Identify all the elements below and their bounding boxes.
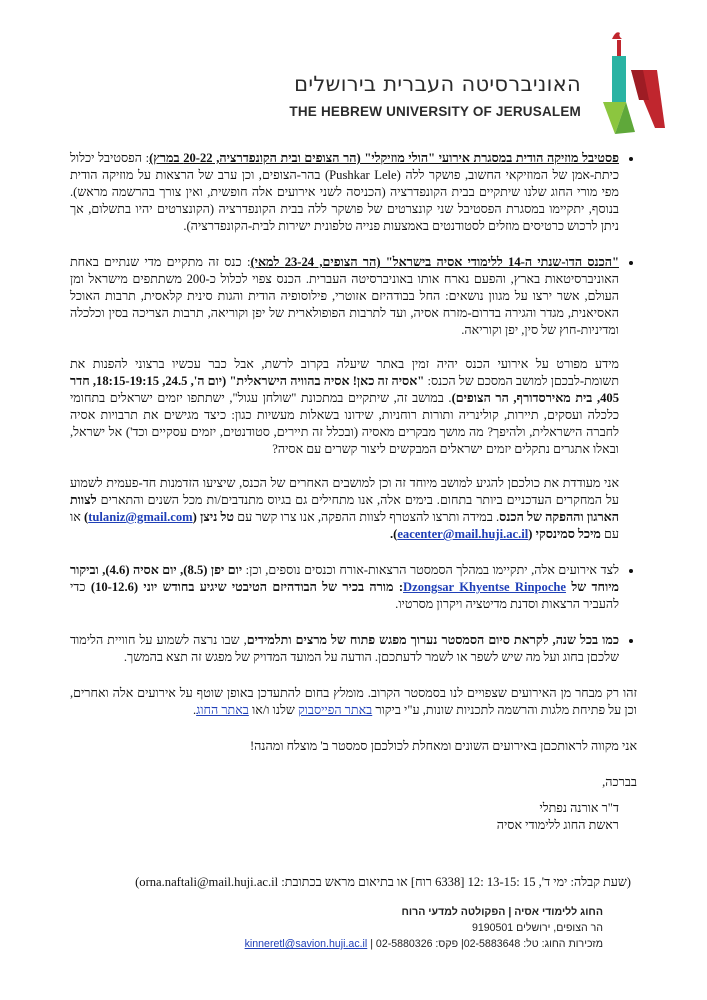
footer-phones: מזכירות החוג: טל: 02-5883648| פקס: 02-5880326 | — [370, 938, 603, 950]
music-festival-title: פסטיבל מוזיקה הודית במסגרת אירועי "הולי מוזיקלי" (הר הצופים ובית הקונפדרציה, 20-22 במרץ) — [149, 151, 620, 165]
conference-paragraph-1 — [70, 254, 619, 339]
signature-block — [497, 800, 619, 834]
contact-name-michal: מיכל סמינסקי — [535, 527, 601, 541]
rinpoche-link[interactable]: Dzongsar Khyentse Rinpoche — [403, 580, 567, 594]
greeting: בברכה, — [602, 775, 637, 789]
hebrew-university-emblem-icon — [595, 30, 667, 138]
contact-or: או עם — [70, 510, 619, 541]
wish-paragraph: אני מקווה לראותכםן באירועים השונים ומאחלת לכולכםן סמסטר ב' מוצלח ומהנה! — [249, 739, 637, 753]
stay-updated-paragraph — [70, 685, 637, 719]
event-list — [70, 150, 637, 666]
conference-text: : כנס זה מתקיים מדי שנתיים באחת האוניברסיטאות בארץ, והפעם נארח אותו באוניברסיטה העברית. הכנס צפוי לכלול כ-200 משתתפים מישראל ומן העולם, אשר ירצו על מגוון נושאים: החל בבודהיזם אזוטרי, פילוסופיה הודית והגות סינית קלאסית, תרבות האוכל האסיאנית, מגדר והגירה בדרום-מזרח אסיה, ועד לתרבות הפופולארית של יפן וקוריאה, תרבות הצריכה בסין וכלכלה ומדיניות-חוץ של סין, יפן וקוריאה. — [70, 255, 619, 337]
signature-role: ראשת החוג ללימודי אסיה — [496, 818, 619, 832]
signature-name: ד"ר אורנה נפתלי — [539, 801, 619, 815]
office-hours: (שעת קבלה: ימי ד', 15 :13-15 :12 [6338 רוח] או בתיאום מראש בכתובת: orna.naftali@mail.huji.ac.il) — [135, 875, 631, 889]
conference-title: "הכנס הדו-שנתי ה-14 ללימודי אסיה בישראל" (הר הצופים, 23-24 למאי) — [250, 255, 619, 269]
tulaniz-email-link[interactable]: tulaniz@gmail.com — [88, 510, 193, 524]
footer-address: הר הצופים, ירושלים 9190501 — [471, 922, 603, 934]
conference-session-intro: מידע מפורט על אירועי הכנס יהיה זמין באתר שיעלה בקרוב לרשת, אבל כבר עכשיו ברצוני להפנות את תשומת-לבכםן למושב המסכם של הכנס: — [70, 357, 620, 388]
eacenter-email-link[interactable]: eacenter@mail.huji.ac.il — [397, 527, 529, 541]
conference-paragraph-3: אני מעודדת את כולכםן להגיע למושב מיוחד זה וכן למושבים האחרים של הכנס, שיציעו הזדמנות חד-פעמית לשמוע על המחקרים העדכניים ביותר בתחום. בימים אלה, אנו מתחילים גם בגיוס מתנדבים/ות מכל השנים והתארים לצוות הארגון וההפקה של הכנס. במידה ותרצו להצטרף לצוות ההפקה, אנו צרו קשר עם טל ניצן (tulaniz@gmail.com) או עם מיכל סמינסקי (eacenter@mail.huji.ac.il). — [70, 476, 619, 541]
rinpoche-visit-text: כדי להעביר הרצאות וסדנת מדיטציה ויקרון מסרטיו. — [70, 580, 619, 611]
japan-asia-days: יום יפן (8.5), יום אסיה (4.6), וביקור מיוחד של — [70, 563, 619, 594]
production-team-label: לצוות הארגון וההפקה של הכנס — [70, 493, 619, 524]
list-item-music-festival — [70, 150, 619, 235]
university-name-hebrew: האוניברסיטה העברית בירושלים — [294, 72, 581, 96]
closing-session-title: "אסיה זה כאן! אסיה בהוויה הישראלית" (יום ה', 24.5, 18:15-19:15, חדר 405, בית מאירסדורף, הר הצופים) — [70, 374, 619, 405]
contact-close: ). — [389, 527, 398, 541]
footer-contact — [245, 936, 603, 952]
list-item-asia-conference — [70, 254, 619, 543]
letter-body — [70, 150, 637, 810]
additional-events-paragraph — [70, 562, 619, 613]
contact-name-tal: טל ניצן — [200, 510, 235, 524]
stay-updated-end: . — [192, 703, 197, 717]
music-festival-paragraph — [70, 150, 619, 235]
university-logo — [289, 30, 667, 140]
list-item-additional-events — [70, 562, 619, 613]
open-meeting-text: , שבו נרצה לשמוע על חוויית הלימוד שלכםן בחוג ועל מה שיש לשפר או לשמר לדעתכםן. הודעה על המועד המדויק של מפגש זה תצא בהמשך. — [70, 633, 619, 664]
stay-updated-text: זהו רק מבחר מן האירועים שצפויים לנו בסמסטר הקרוב. מומלץ בחום להתעדכן באופן שוטף על אירועים אלה ואחרים, וכן על פתיחת מלגות והרשמה לתכניות שונות, ע"י ביקור — [70, 686, 637, 717]
footer-email-link[interactable]: kinneretl@savion.huji.ac.il — [244, 938, 368, 950]
open-meeting-paragraph — [70, 632, 619, 666]
university-name-english: THE HEBREW UNIVERSITY OF JERUSALEM — [289, 104, 581, 119]
contact-intro: . במידה ותרצו להצטרף לצוות ההפקה, אנו צרו קשר עם — [234, 510, 500, 524]
open-meeting-title: כמו בכל שנה, לקראת סיום הסמסטר נערוך מפגש פתוח של מרצים ותלמידים — [246, 633, 619, 647]
conference-paragraph-2 — [70, 356, 619, 458]
stay-updated-and-or: שלנו ו/או — [248, 703, 298, 717]
footer — [245, 904, 603, 952]
facebook-link[interactable]: באתר הפייסבוק — [297, 703, 373, 717]
volunteers-intro: אני מעודדת את כולכםן להגיע למושב מיוחד זה וכן למושבים האחרים של הכנס, שיציעו הזדמנות חד-פעמית לשמוע על המחקרים העדכניים ביותר בתחום. בימים אלה, אנו מתחילים גם בגיוס מתנדבים/ות מכל השנים והתארים — [70, 476, 619, 507]
rinpoche-description: : מורה בכיר של הבודהיזם הטיבטי שיגיע בחודש יוני (10-12.6) — [90, 580, 404, 594]
list-item-open-meeting — [70, 632, 619, 666]
music-festival-text: : הפסטיבל יכלול כיתת-אמן של המוזיקאי החשוב, פושקר ללה (Pushkar Lele) בהר-הצופים, וכן ערב של הרצאות על מוזיקה הודית מפי מורי החוג שלנו שיתקיים בבית הקונפדרציה (הכניסה לשני אירועים אלה חופשית, ואין צורך בהרשמה מראש). בנוסף, יתקיימו במסגרת הפסטיבל שני קונצרטים של פושקר ללה בבית הקונפדרציה (הקונצרטים יהיו בתשלום, אך ניתן לרכוש כרטיסים מוזלים לסטודנטים באמצעות פנייה טלפונית ישירות לבית-הקונפדרציה). — [70, 151, 619, 233]
additional-events-intro: לצד אירועים אלה, יתקיימו במהלך הסמסטר הרצאות-אורח וכנסים נוספים, וכן: — [242, 563, 619, 577]
closing-session-text: . במושב זה, שיתקיים במתכונת "שולחן עגול", ישתתפו יזמים ישראלים בתחומי כלכלה ועסקים, תיירות, קולינריה ותורות רוחניות, שידונו בשאלות מעשיות כגון: כיצד מגישים את תרבויות אסיה לחברה הישראלית, ולהיפך? מה מושך מבקרים מאסיה (ובכלל זה תיירים, סטודנטים, יזמים עסקיים וכד') אל ישראל, ובאלו אתגרים נתקלים יזמים ישראלים המבקשים ליצור קשרים עם אסיה? — [70, 391, 619, 456]
footer-department: החוג ללימודי אסיה | הפקולטה למדעי הרוח — [401, 906, 603, 918]
department-site-link[interactable]: באתר החוג — [196, 703, 249, 717]
